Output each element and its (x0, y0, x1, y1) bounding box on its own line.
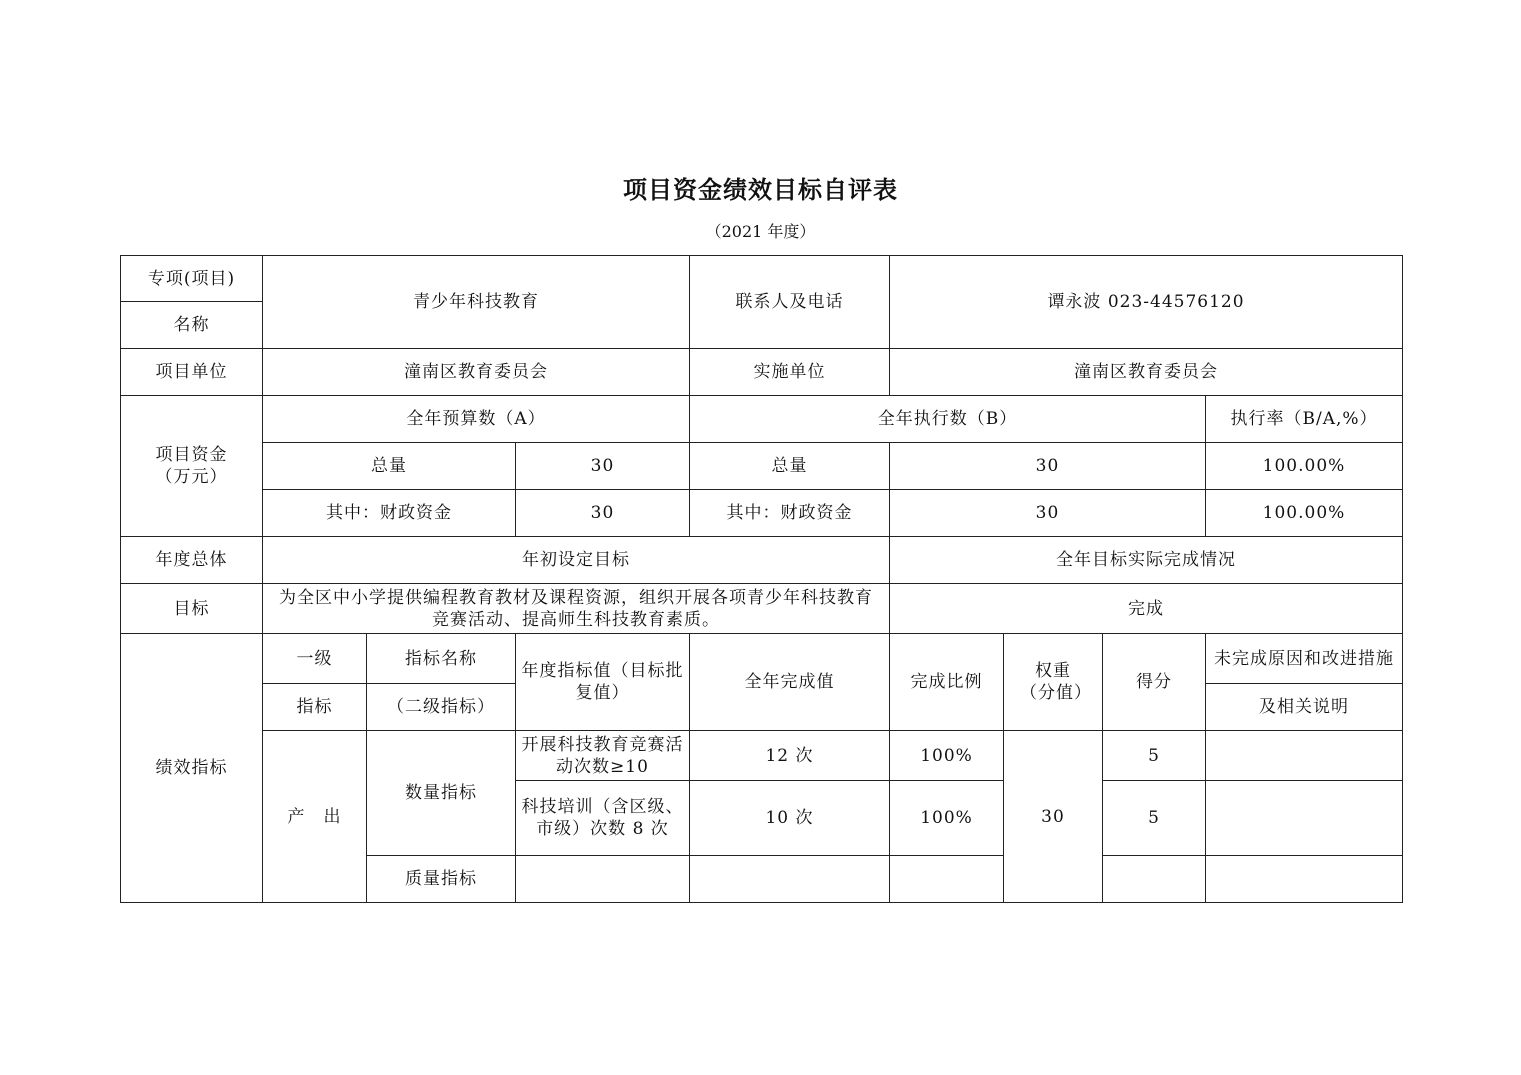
quality-ratio (890, 856, 1004, 903)
header-weight: 权重（分值） (1004, 634, 1103, 731)
page-subtitle: （2021 年度） (705, 222, 816, 241)
score-value: 5 (1103, 731, 1206, 781)
quality-target (516, 856, 690, 903)
budget-value: 30 (516, 490, 690, 537)
project-name-label-line2: 名称 (121, 302, 263, 349)
budget-label: 总量 (263, 443, 516, 490)
contact-value: 谭永波 023-44576120 (890, 256, 1403, 349)
actual-value: 10 次 (690, 781, 890, 856)
page-title: 项目资金绩效目标自评表 (623, 176, 898, 204)
exec-label: 其中：财政资金 (690, 490, 890, 537)
exec-value: 30 (890, 443, 1206, 490)
quality-actual (690, 856, 890, 903)
exec-label: 总量 (690, 443, 890, 490)
goal-set-value: 为全区中小学提供编程教育教材及课程资源，组织开展各项青少年科技教育竞赛活动、提高师生科技教育素质。 (263, 584, 890, 634)
funds-row (121, 443, 1403, 490)
funds-label-line2: （万元） (155, 467, 228, 487)
category-quantity: 数量指标 (367, 731, 516, 856)
funds-row (121, 490, 1403, 537)
category-quality: 质量指标 (367, 856, 516, 903)
header-reason-line2: 及相关说明 (1206, 684, 1403, 731)
header-ratio: 完成比例 (890, 634, 1004, 731)
header-name-line1: 指标名称 (367, 634, 516, 684)
quality-reason (1206, 856, 1403, 903)
indicators-label: 绩效指标 (121, 634, 263, 903)
budget-value: 30 (516, 443, 690, 490)
table-row (121, 731, 1403, 781)
project-name-label-line1: 专项(项目) (121, 256, 263, 302)
ratio-value: 100% (890, 731, 1004, 781)
actual-value: 12 次 (690, 731, 890, 781)
header-name-line2: （二级指标） (367, 684, 516, 731)
quality-score (1103, 856, 1206, 903)
ratio-value: 100% (890, 781, 1004, 856)
reason-value (1206, 781, 1403, 856)
goal-label-line2: 目标 (121, 584, 263, 634)
header-target: 年度指标值（目标批复值） (516, 634, 690, 731)
header-reason-line1: 未完成原因和改进措施 (1206, 634, 1403, 684)
project-unit-label: 项目单位 (121, 349, 263, 396)
contact-label: 联系人及电话 (690, 256, 890, 349)
rate-header: 执行率（B/A,%） (1206, 396, 1403, 443)
funds-label-line1: 项目资金 (155, 445, 228, 465)
exec-header: 全年执行数（B） (690, 396, 1206, 443)
goal-actual-header: 全年目标实际完成情况 (890, 537, 1403, 584)
target-value: 科技培训（含区级、市级）次数 8 次 (516, 781, 690, 856)
header-score: 得分 (1103, 634, 1206, 731)
weight-value: 30 (1004, 731, 1103, 903)
funds-label (121, 396, 263, 537)
score-value: 5 (1103, 781, 1206, 856)
goal-set-header: 年初设定目标 (263, 537, 890, 584)
target-value: 开展科技教育竞赛活动次数≥10 (516, 731, 690, 781)
impl-unit-value: 潼南区教育委员会 (890, 349, 1403, 396)
rate-value: 100.00% (1206, 490, 1403, 537)
project-name-value: 青少年科技教育 (263, 256, 690, 349)
rate-value: 100.00% (1206, 443, 1403, 490)
impl-unit-label: 实施单位 (690, 349, 890, 396)
exec-value: 30 (890, 490, 1206, 537)
performance-table (120, 255, 1403, 903)
header-level1-line2: 指标 (263, 684, 367, 731)
goal-label-line1: 年度总体 (121, 537, 263, 584)
reason-value (1206, 731, 1403, 781)
header-level1-line1: 一级 (263, 634, 367, 684)
goal-actual-value: 完成 (890, 584, 1403, 634)
budget-header: 全年预算数（A） (263, 396, 690, 443)
project-unit-value: 潼南区教育委员会 (263, 349, 690, 396)
budget-label: 其中：财政资金 (263, 490, 516, 537)
level1-output: 产 出 (263, 731, 367, 903)
header-actual: 全年完成值 (690, 634, 890, 731)
